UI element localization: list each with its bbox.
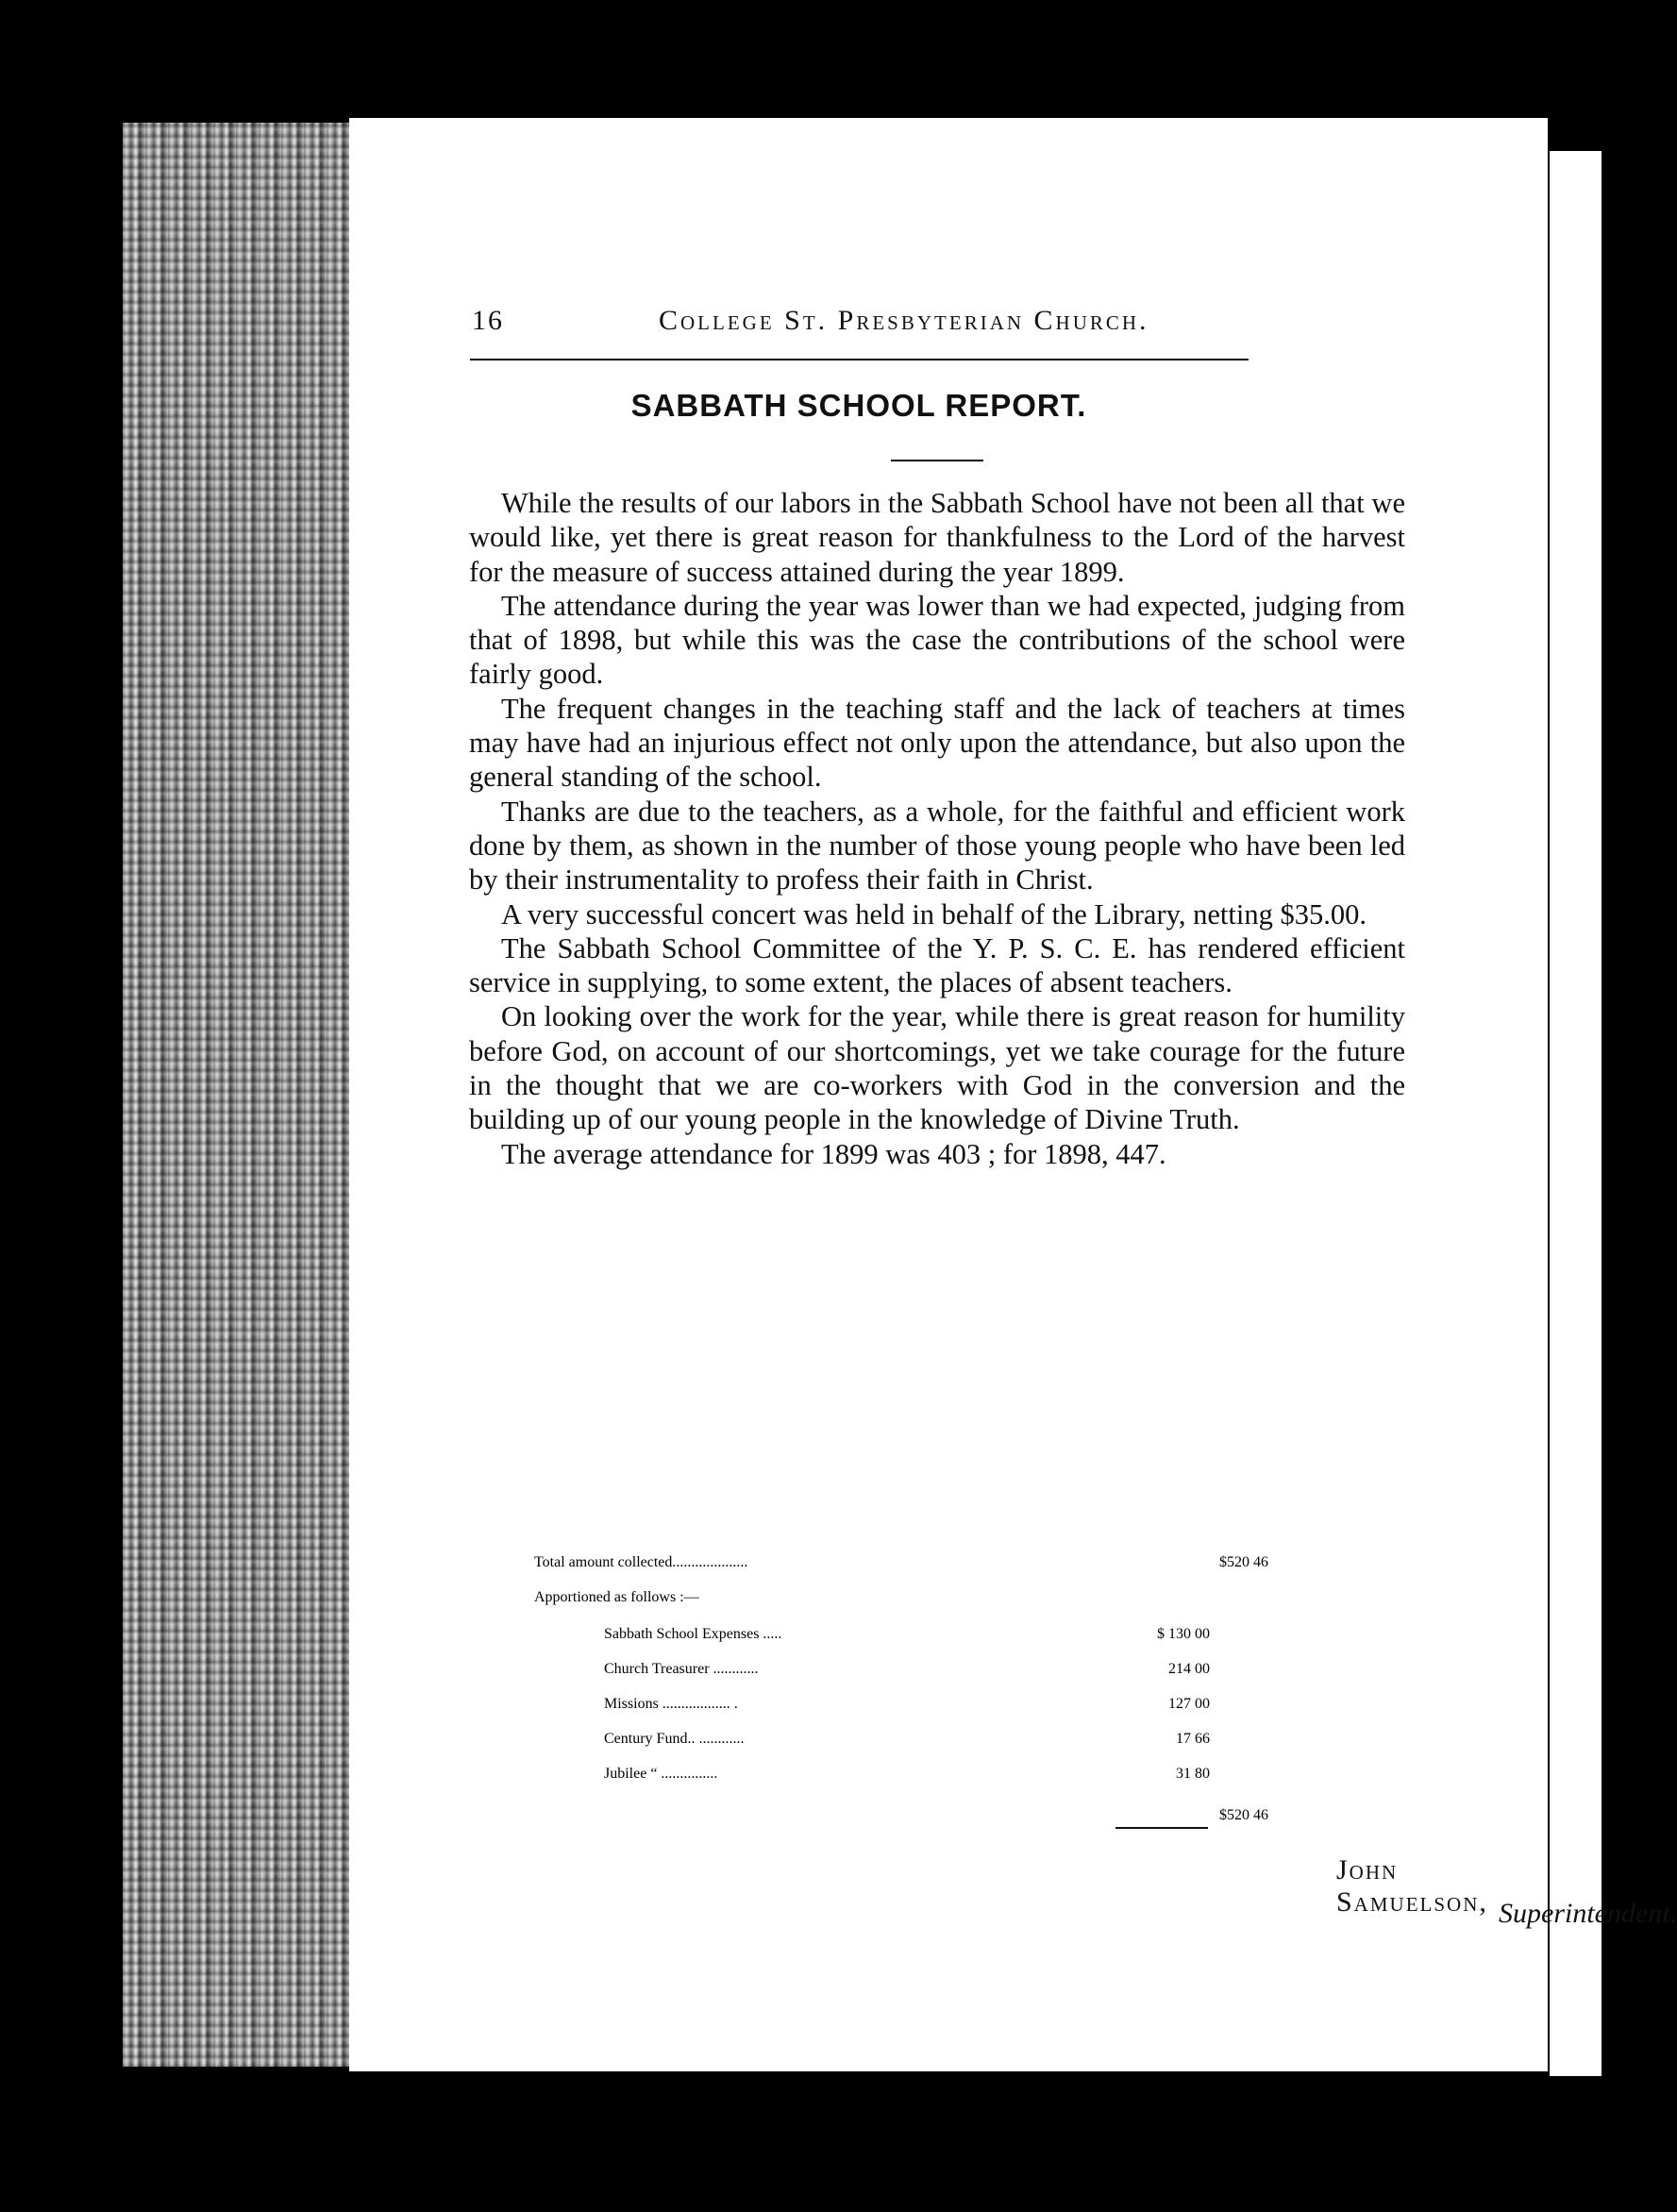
paragraph: Thanks are due to the teachers, as a whole, for the faithful and efficient work done by them, as shown in the number of those young people who have been led by their instrumentality to profess their faith in Christ. bbox=[469, 795, 1405, 897]
facing-page-edge bbox=[1550, 151, 1602, 2076]
account-item-label: Church Treasurer ............ bbox=[604, 1661, 759, 1677]
heading-rule bbox=[891, 460, 983, 461]
book-page-edges bbox=[123, 123, 368, 2067]
sum-rule bbox=[1115, 1827, 1208, 1829]
grand-total-amount: $520 46 bbox=[1219, 1807, 1268, 1823]
account-item-label: Century Fund.. ............ bbox=[604, 1731, 745, 1747]
running-title: College St. Presbyterian Church. bbox=[659, 305, 1149, 336]
report-body bbox=[469, 486, 1405, 1171]
account-item-label: Sabbath School Expenses ..... bbox=[604, 1626, 782, 1642]
report-heading: SABBATH SCHOOL REPORT. bbox=[630, 388, 1087, 423]
paragraph: The Sabbath School Committee of the Y. P. S. C. E. has rendered efficient service in supplying, to some extent, the places of absent teachers. bbox=[469, 931, 1405, 999]
signatory-title: Superintendent. bbox=[1499, 1898, 1677, 1929]
account-item-amount: 31 80 bbox=[1176, 1766, 1210, 1782]
account-item-label: Jubilee “ ............... bbox=[604, 1766, 718, 1782]
account-item-amount: $ 130 00 bbox=[1157, 1626, 1210, 1642]
account-item-label: Missions .................. . bbox=[604, 1696, 738, 1712]
page-number: 16 bbox=[472, 305, 504, 336]
apportioned-label: Apportioned as follows :— bbox=[534, 1589, 699, 1605]
paragraph: A very successful concert was held in behalf of the Library, netting $35.00. bbox=[501, 897, 1367, 930]
paragraph: The attendance during the year was lower than we had expected, judging from that of 1898, but while this was the case the contributions of the school were fairly good. bbox=[469, 589, 1405, 691]
paragraph: While the results of our labors in the Sabbath School have not been all that we would like, yet there is great reason for thankfulness to the Lord of the harvest for the measure of success attained during the year 1899. bbox=[469, 487, 1405, 588]
paragraph: On looking over the work for the year, while there is great reason for humility before God, on account of our shortcomings, yet we take courage for the future in the thought that we are co-workers with God in the conversion and the building up of our young people in the knowledge of Divine Truth. bbox=[469, 1000, 1405, 1136]
running-head bbox=[472, 305, 1246, 343]
paragraph: The average attendance for 1899 was 403 ; for 1898, 447. bbox=[501, 1137, 1166, 1170]
total-collected-amount: $520 46 bbox=[1219, 1554, 1268, 1570]
account-item-amount: 127 00 bbox=[1168, 1696, 1210, 1712]
header-rule bbox=[470, 359, 1249, 360]
signatory-name: John Samuelson, bbox=[1336, 1854, 1488, 1918]
book-page bbox=[349, 118, 1677, 2071]
account-item-amount: 214 00 bbox=[1168, 1661, 1210, 1677]
account-item-amount: 17 66 bbox=[1176, 1731, 1210, 1747]
total-collected-label: Total amount collected.................... bbox=[534, 1554, 748, 1570]
paragraph: The frequent changes in the teaching staff and the lack of teachers at times may have had an injurious effect not only upon the attendance, but also upon the general standing of the school. bbox=[469, 692, 1405, 794]
